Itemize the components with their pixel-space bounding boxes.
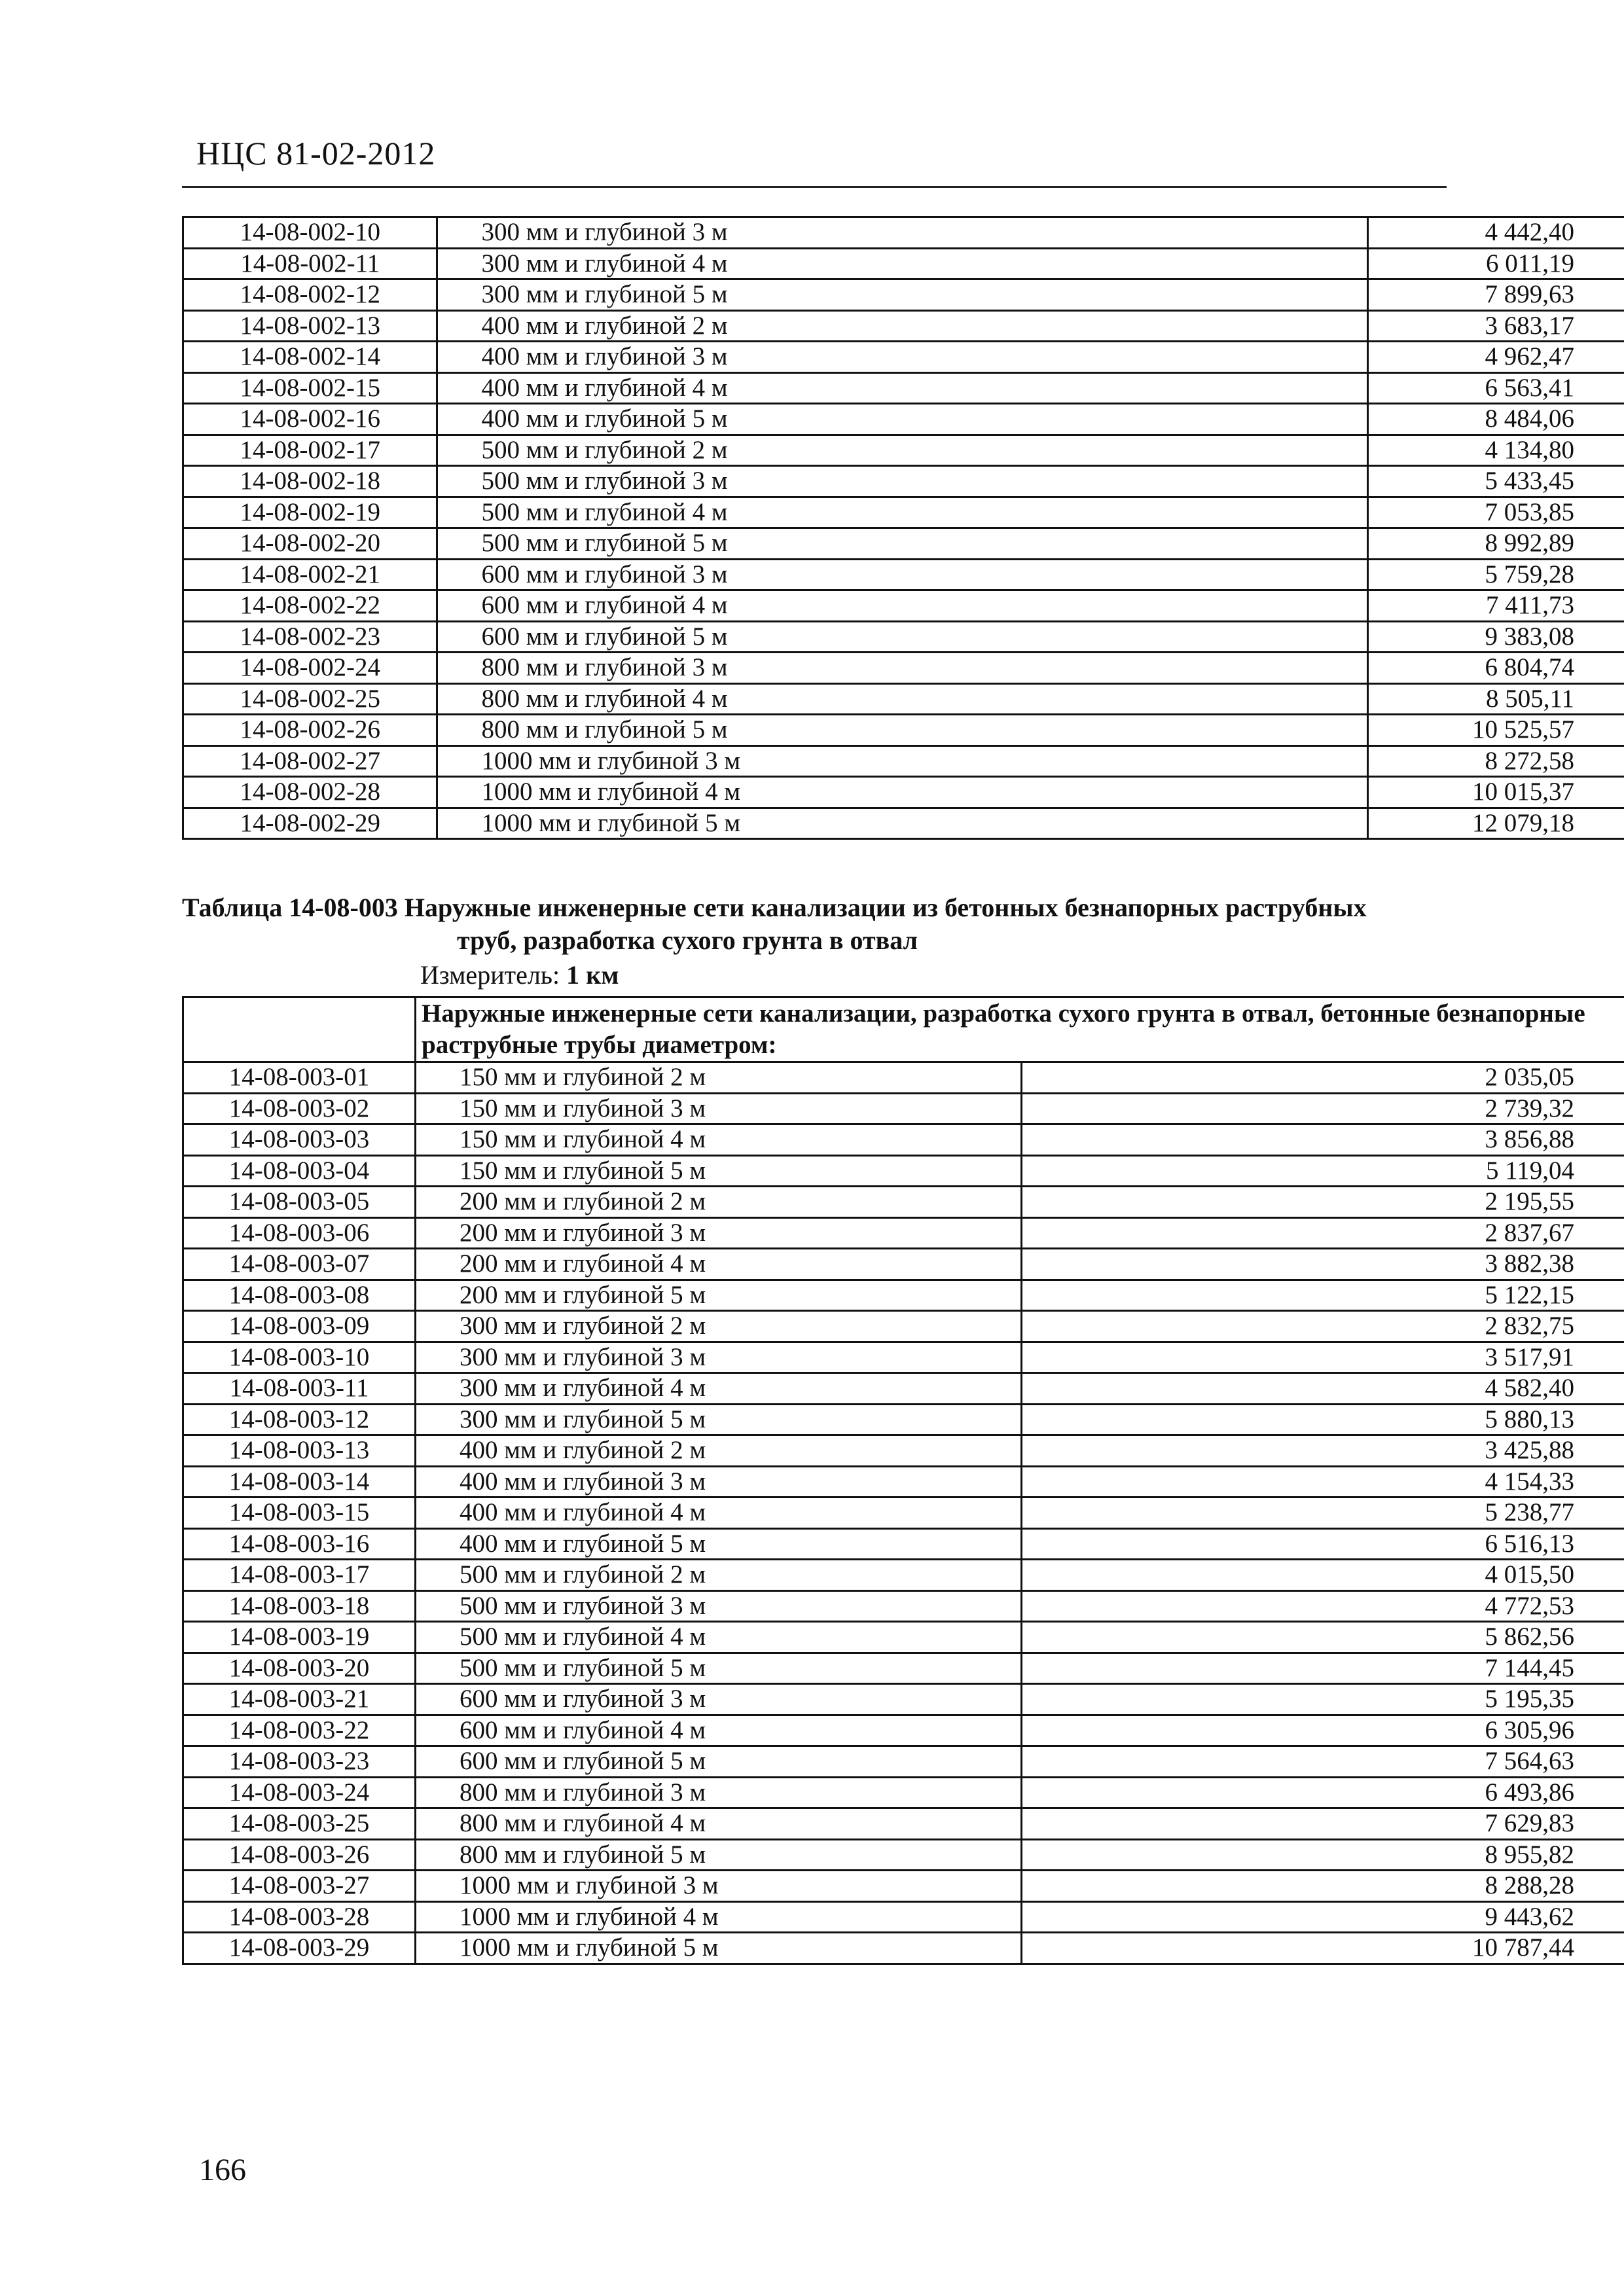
cell-desc: 500 мм и глубиной 5 м bbox=[416, 1653, 1022, 1684]
cell-desc: 300 мм и глубиной 3 м bbox=[416, 1342, 1022, 1373]
table-row bbox=[183, 1155, 1624, 1187]
table-row bbox=[183, 1249, 1624, 1280]
cell-desc: 1000 мм и глубиной 5 м bbox=[437, 808, 1367, 839]
cell-price: 4 772,53 bbox=[1022, 1590, 1624, 1622]
cell-code: 14-08-002-28 bbox=[183, 777, 437, 808]
cell-desc: 300 мм и глубиной 5 м bbox=[416, 1404, 1022, 1435]
document-code: НЦС 81-02-2012 bbox=[196, 135, 436, 171]
cell-price: 3 856,88 bbox=[1022, 1124, 1624, 1156]
table-row bbox=[183, 217, 1624, 249]
cell-desc: 600 мм и глубиной 4 м bbox=[437, 590, 1367, 622]
cell-price: 3 517,91 bbox=[1022, 1342, 1624, 1373]
cell-code: 14-08-003-10 bbox=[183, 1342, 416, 1373]
table-row bbox=[183, 1901, 1624, 1933]
cell-desc: 300 мм и глубиной 3 м bbox=[437, 217, 1367, 249]
cell-code: 14-08-002-11 bbox=[183, 248, 437, 279]
cell-desc: 150 мм и глубиной 5 м bbox=[416, 1155, 1022, 1187]
cell-price: 5 433,45 bbox=[1367, 466, 1624, 497]
empty-code-cell bbox=[183, 997, 416, 1062]
unit-label: Измеритель: bbox=[420, 960, 560, 990]
cell-desc: 400 мм и глубиной 4 м bbox=[437, 372, 1367, 404]
cell-price: 12 079,18 bbox=[1367, 808, 1624, 839]
table-row bbox=[183, 372, 1624, 404]
table-row bbox=[183, 1871, 1624, 1902]
table-caption-line1: Таблица 14-08-003 Наружные инженерные сети канализации из бетонных безнапорных раструбных bbox=[182, 893, 1367, 922]
cell-desc: 200 мм и глубиной 4 м bbox=[416, 1249, 1022, 1280]
cell-desc: 1000 мм и глубиной 4 м bbox=[437, 777, 1367, 808]
cell-code: 14-08-003-28 bbox=[183, 1901, 416, 1933]
cell-code: 14-08-002-24 bbox=[183, 653, 437, 684]
cell-desc: 1000 мм и глубиной 5 м bbox=[416, 1933, 1022, 1964]
price-table-14-08-002 bbox=[182, 216, 1624, 840]
cell-code: 14-08-002-20 bbox=[183, 528, 437, 560]
cell-code: 14-08-003-07 bbox=[183, 1249, 416, 1280]
cell-code: 14-08-002-15 bbox=[183, 372, 437, 404]
table-row bbox=[183, 1342, 1624, 1373]
table-row bbox=[183, 342, 1624, 373]
table-row bbox=[183, 1404, 1624, 1435]
cell-code: 14-08-003-05 bbox=[183, 1187, 416, 1218]
table-row bbox=[183, 1777, 1624, 1808]
cell-code: 14-08-002-25 bbox=[183, 683, 437, 715]
cell-desc: 500 мм и глубиной 4 м bbox=[437, 497, 1367, 528]
table-row bbox=[183, 1839, 1624, 1871]
cell-code: 14-08-002-22 bbox=[183, 590, 437, 622]
cell-desc: 1000 мм и глубиной 3 м bbox=[416, 1871, 1022, 1902]
table-row bbox=[183, 745, 1624, 777]
cell-price: 6 493,86 bbox=[1022, 1777, 1624, 1808]
cell-price: 2 837,67 bbox=[1022, 1217, 1624, 1249]
cell-price: 9 443,62 bbox=[1022, 1901, 1624, 1933]
cell-code: 14-08-003-23 bbox=[183, 1746, 416, 1778]
table-row bbox=[183, 1280, 1624, 1311]
table-row bbox=[183, 1466, 1624, 1498]
cell-price: 6 563,41 bbox=[1367, 372, 1624, 404]
cell-code: 14-08-003-18 bbox=[183, 1590, 416, 1622]
cell-code: 14-08-002-23 bbox=[183, 621, 437, 653]
cell-desc: 1000 мм и глубиной 4 м bbox=[416, 1901, 1022, 1933]
cell-code: 14-08-002-26 bbox=[183, 715, 437, 746]
cell-code: 14-08-003-13 bbox=[183, 1435, 416, 1467]
table-row bbox=[183, 1590, 1624, 1622]
cell-code: 14-08-002-12 bbox=[183, 279, 437, 311]
cell-price: 5 122,15 bbox=[1022, 1280, 1624, 1311]
cell-price: 8 992,89 bbox=[1367, 528, 1624, 560]
cell-desc: 500 мм и глубиной 2 м bbox=[437, 435, 1367, 466]
cell-price: 6 516,13 bbox=[1022, 1528, 1624, 1560]
page-number: 166 bbox=[199, 2153, 246, 2187]
cell-price: 4 015,50 bbox=[1022, 1560, 1624, 1591]
cell-price: 7 053,85 bbox=[1367, 497, 1624, 528]
table-row bbox=[183, 1217, 1624, 1249]
cell-code: 14-08-003-09 bbox=[183, 1311, 416, 1342]
table-row bbox=[183, 310, 1624, 342]
cell-code: 14-08-003-19 bbox=[183, 1622, 416, 1653]
cell-price: 10 787,44 bbox=[1022, 1933, 1624, 1964]
table-row bbox=[183, 497, 1624, 528]
table-row bbox=[183, 528, 1624, 560]
cell-desc: 600 мм и глубиной 5 м bbox=[416, 1746, 1022, 1778]
cell-price: 5 862,56 bbox=[1022, 1622, 1624, 1653]
cell-code: 14-08-003-12 bbox=[183, 1404, 416, 1435]
cell-code: 14-08-003-06 bbox=[183, 1217, 416, 1249]
cell-desc: 300 мм и глубиной 4 м bbox=[416, 1373, 1022, 1405]
cell-price: 8 484,06 bbox=[1367, 404, 1624, 435]
cell-desc: 300 мм и глубиной 4 м bbox=[437, 248, 1367, 279]
cell-code: 14-08-003-01 bbox=[183, 1062, 416, 1094]
table-row bbox=[183, 1560, 1624, 1591]
cell-code: 14-08-002-16 bbox=[183, 404, 437, 435]
cell-code: 14-08-002-10 bbox=[183, 217, 437, 249]
table-row bbox=[183, 1746, 1624, 1778]
cell-desc: 600 мм и глубиной 3 м bbox=[416, 1684, 1022, 1715]
table-row bbox=[183, 1808, 1624, 1840]
cell-desc: 500 мм и глубиной 3 м bbox=[416, 1590, 1022, 1622]
cell-desc: 150 мм и глубиной 4 м bbox=[416, 1124, 1022, 1156]
table-row bbox=[183, 1124, 1624, 1156]
cell-price: 9 383,08 bbox=[1367, 621, 1624, 653]
table-row bbox=[183, 1498, 1624, 1529]
table-row bbox=[183, 279, 1624, 311]
table-row bbox=[183, 1062, 1624, 1094]
table-row bbox=[183, 715, 1624, 746]
cell-code: 14-08-003-29 bbox=[183, 1933, 416, 1964]
unit-value: 1 км bbox=[566, 960, 619, 990]
cell-desc: 200 мм и глубиной 2 м bbox=[416, 1187, 1022, 1218]
table-row bbox=[183, 1653, 1624, 1684]
cell-price: 4 442,40 bbox=[1367, 217, 1624, 249]
cell-code: 14-08-003-22 bbox=[183, 1715, 416, 1746]
cell-desc: 400 мм и глубиной 5 м bbox=[416, 1528, 1022, 1560]
cell-price: 6 305,96 bbox=[1022, 1715, 1624, 1746]
cell-desc: 600 мм и глубиной 4 м bbox=[416, 1715, 1022, 1746]
header-rule bbox=[182, 186, 1447, 188]
table-row bbox=[183, 248, 1624, 279]
table-row bbox=[183, 1373, 1624, 1405]
cell-price: 5 195,35 bbox=[1022, 1684, 1624, 1715]
table-row bbox=[183, 1715, 1624, 1746]
table-row bbox=[183, 777, 1624, 808]
cell-desc: 400 мм и глубиной 2 м bbox=[437, 310, 1367, 342]
cell-desc: 800 мм и глубиной 5 м bbox=[437, 715, 1367, 746]
cell-price: 2 739,32 bbox=[1022, 1093, 1624, 1124]
cell-desc: 150 мм и глубиной 3 м bbox=[416, 1093, 1022, 1124]
cell-desc: 500 мм и глубиной 5 м bbox=[437, 528, 1367, 560]
cell-price: 7 899,63 bbox=[1367, 279, 1624, 311]
cell-code: 14-08-003-14 bbox=[183, 1466, 416, 1498]
cell-price: 7 411,73 bbox=[1367, 590, 1624, 622]
cell-price: 2 195,55 bbox=[1022, 1187, 1624, 1218]
cell-desc: 800 мм и глубиной 5 м bbox=[416, 1839, 1022, 1871]
cell-desc: 500 мм и глубиной 4 м bbox=[416, 1622, 1022, 1653]
table-row bbox=[183, 621, 1624, 653]
table-row bbox=[183, 683, 1624, 715]
cell-code: 14-08-003-11 bbox=[183, 1373, 416, 1405]
cell-desc: 400 мм и глубиной 2 м bbox=[416, 1435, 1022, 1467]
group-heading: Наружные инженерные сети канализации, разработка сухого грунта в отвал, бетонные безнапорные раструбные трубы диаметром: bbox=[416, 997, 1624, 1062]
cell-desc: 400 мм и глубиной 3 м bbox=[437, 342, 1367, 373]
cell-price: 4 154,33 bbox=[1022, 1466, 1624, 1498]
table-row bbox=[183, 590, 1624, 622]
table-row bbox=[183, 1311, 1624, 1342]
cell-code: 14-08-003-16 bbox=[183, 1528, 416, 1560]
cell-desc: 400 мм и глубиной 3 м bbox=[416, 1466, 1022, 1498]
cell-price: 5 759,28 bbox=[1367, 559, 1624, 590]
cell-price: 7 629,83 bbox=[1022, 1808, 1624, 1840]
cell-desc: 800 мм и глубиной 4 м bbox=[416, 1808, 1022, 1840]
cell-desc: 200 мм и глубиной 3 м bbox=[416, 1217, 1022, 1249]
cell-desc: 600 мм и глубиной 3 м bbox=[437, 559, 1367, 590]
cell-code: 14-08-002-21 bbox=[183, 559, 437, 590]
cell-price: 6 804,74 bbox=[1367, 653, 1624, 684]
table-row bbox=[183, 1528, 1624, 1560]
table-caption bbox=[182, 891, 1452, 957]
table-row bbox=[183, 1187, 1624, 1218]
table-row bbox=[183, 1622, 1624, 1653]
cell-price: 8 288,28 bbox=[1022, 1871, 1624, 1902]
cell-code: 14-08-003-02 bbox=[183, 1093, 416, 1124]
cell-price: 4 134,80 bbox=[1367, 435, 1624, 466]
cell-desc: 1000 мм и глубиной 3 м bbox=[437, 745, 1367, 777]
price-table-14-08-003 bbox=[182, 996, 1624, 1965]
cell-price: 3 683,17 bbox=[1367, 310, 1624, 342]
table-row bbox=[183, 404, 1624, 435]
unit-of-measure bbox=[420, 960, 619, 990]
cell-desc: 800 мм и глубиной 3 м bbox=[416, 1777, 1022, 1808]
cell-code: 14-08-002-17 bbox=[183, 435, 437, 466]
cell-code: 14-08-002-14 bbox=[183, 342, 437, 373]
cell-price: 3 882,38 bbox=[1022, 1249, 1624, 1280]
cell-price: 2 832,75 bbox=[1022, 1311, 1624, 1342]
cell-desc: 400 мм и глубиной 5 м bbox=[437, 404, 1367, 435]
table-row bbox=[183, 1933, 1624, 1964]
cell-price: 4 582,40 bbox=[1022, 1373, 1624, 1405]
cell-price: 7 564,63 bbox=[1022, 1746, 1624, 1778]
cell-price: 6 011,19 bbox=[1367, 248, 1624, 279]
cell-desc: 300 мм и глубиной 5 м bbox=[437, 279, 1367, 311]
table-row bbox=[183, 808, 1624, 839]
cell-price: 5 238,77 bbox=[1022, 1498, 1624, 1529]
price-table-body bbox=[183, 217, 1624, 839]
group-heading-row bbox=[183, 997, 1624, 1062]
cell-price: 4 962,47 bbox=[1367, 342, 1624, 373]
cell-code: 14-08-002-19 bbox=[183, 497, 437, 528]
cell-price: 10 525,57 bbox=[1367, 715, 1624, 746]
cell-price: 5 880,13 bbox=[1022, 1404, 1624, 1435]
cell-code: 14-08-002-18 bbox=[183, 466, 437, 497]
cell-desc: 800 мм и глубиной 4 м bbox=[437, 683, 1367, 715]
cell-price: 3 425,88 bbox=[1022, 1435, 1624, 1467]
table-caption-line2: труб, разработка сухого грунта в отвал bbox=[457, 925, 918, 955]
cell-desc: 500 мм и глубиной 3 м bbox=[437, 466, 1367, 497]
cell-desc: 150 мм и глубиной 2 м bbox=[416, 1062, 1022, 1094]
cell-code: 14-08-003-03 bbox=[183, 1124, 416, 1156]
cell-price: 2 035,05 bbox=[1022, 1062, 1624, 1094]
cell-price: 8 272,58 bbox=[1367, 745, 1624, 777]
table-row bbox=[183, 1684, 1624, 1715]
cell-code: 14-08-003-24 bbox=[183, 1777, 416, 1808]
cell-code: 14-08-003-08 bbox=[183, 1280, 416, 1311]
price-table-body bbox=[183, 997, 1624, 1964]
cell-price: 8 505,11 bbox=[1367, 683, 1624, 715]
cell-code: 14-08-003-27 bbox=[183, 1871, 416, 1902]
table-row bbox=[183, 435, 1624, 466]
cell-desc: 300 мм и глубиной 2 м bbox=[416, 1311, 1022, 1342]
cell-price: 7 144,45 bbox=[1022, 1653, 1624, 1684]
cell-desc: 200 мм и глубиной 5 м bbox=[416, 1280, 1022, 1311]
cell-desc: 600 мм и глубиной 5 м bbox=[437, 621, 1367, 653]
cell-price: 10 015,37 bbox=[1367, 777, 1624, 808]
cell-code: 14-08-002-29 bbox=[183, 808, 437, 839]
cell-code: 14-08-003-21 bbox=[183, 1684, 416, 1715]
cell-code: 14-08-003-15 bbox=[183, 1498, 416, 1529]
table-row bbox=[183, 466, 1624, 497]
table-row bbox=[183, 653, 1624, 684]
table-row bbox=[183, 1093, 1624, 1124]
cell-desc: 400 мм и глубиной 4 м bbox=[416, 1498, 1022, 1529]
cell-code: 14-08-003-04 bbox=[183, 1155, 416, 1187]
cell-code: 14-08-002-27 bbox=[183, 745, 437, 777]
cell-code: 14-08-003-26 bbox=[183, 1839, 416, 1871]
table-row bbox=[183, 1435, 1624, 1467]
cell-desc: 500 мм и глубиной 2 м bbox=[416, 1560, 1022, 1591]
cell-code: 14-08-003-25 bbox=[183, 1808, 416, 1840]
cell-price: 8 955,82 bbox=[1022, 1839, 1624, 1871]
cell-desc: 800 мм и глубиной 3 м bbox=[437, 653, 1367, 684]
cell-price: 5 119,04 bbox=[1022, 1155, 1624, 1187]
table-row bbox=[183, 559, 1624, 590]
cell-code: 14-08-002-13 bbox=[183, 310, 437, 342]
cell-code: 14-08-003-20 bbox=[183, 1653, 416, 1684]
cell-code: 14-08-003-17 bbox=[183, 1560, 416, 1591]
